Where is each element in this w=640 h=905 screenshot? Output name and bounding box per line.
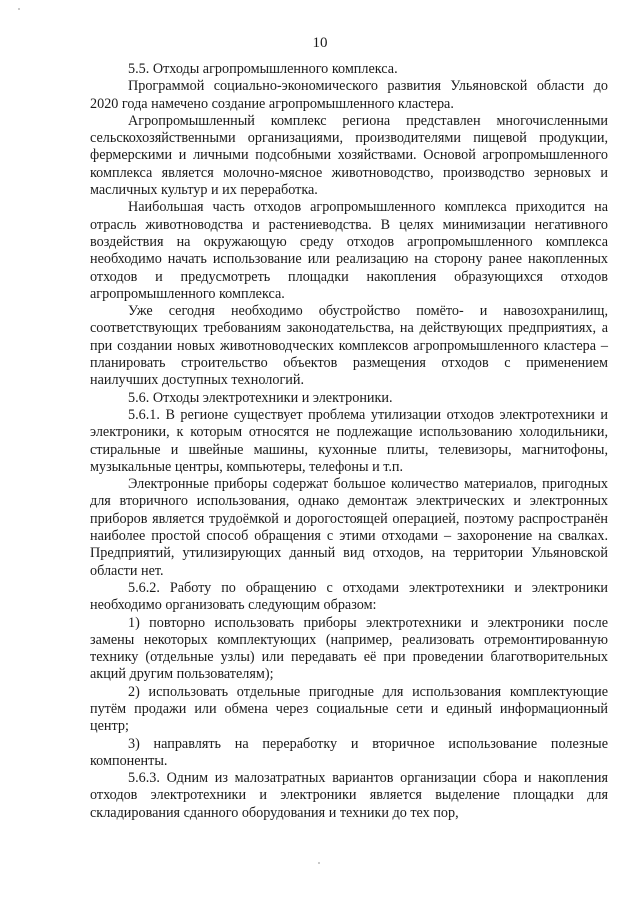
- page-number: 10: [312, 35, 328, 51]
- list-item: 3) направлять на переработку и вторичное использование полезные компоненты.: [90, 735, 608, 769]
- section-heading-5-5: 5.5. Отходы агропромышленного комплекса.: [128, 61, 398, 77]
- paragraph: Агропромышленный комплекс региона представлен многочисленными сельскохозяйственными организациями, производителями пищевой продукции, фермерскими и личными подсобными хозяйствами. Основой агропромышленного комплекса является молочно-мясное животноводство, производство зерновых и масличных культур и их переработка.: [90, 112, 608, 199]
- document-body: [90, 61, 608, 822]
- scan-speck: [318, 862, 320, 864]
- section-heading-5-6: 5.6. Отходы электротехники и электроники.: [128, 389, 393, 406]
- list-item: 2) использовать отдельные пригодные для использования комплектующие путём продажи или обмена через социальные сети и единый информационный центр;: [90, 683, 608, 735]
- scan-speck: [18, 8, 20, 10]
- list-item: 1) повторно использовать приборы электротехники и электроники после замены некоторых комплектующих (например, реализовать отремонтированную технику (отдельные узлы) или передавать её при проведении благотворительных акций другим пользователям);: [90, 614, 608, 683]
- paragraph: Электронные приборы содержат большое количество материалов, пригодных для вторичного использования, однако демонтаж электрических и электронных приборов является трудоёмкой и дорогостоящей операцией, поэтому распространён наиболее простой способ обращения с этими отходами – захоронение на свалках. Предприятий, утилизирующих данный вид отходов, на территории Ульяновской области нет.: [90, 476, 608, 579]
- paragraph: Наибольшая часть отходов агропромышленного комплекса приходится на отрасль животноводства и растениеводства. В целях минимизации негативного воздействия на окружающую среду отходов агропромышленного комплекса необходимо начать использование или реализацию на сторону ранее накопленных отходов и предусмотреть площадки накопления образующихся отходов агропромышленного комплекса.: [90, 199, 608, 302]
- paragraph: 5.6.1. В регионе существует проблема утилизации отходов электротехники и электроники, к которым относятся не подлежащие использованию холодильники, стиральные и швейные машины, кухонные плиты, телевизоры, магнитофоны, музыкальные центры, компьютеры, телефоны и т.п.: [90, 406, 608, 475]
- paragraph: Уже сегодня необходимо обустройство помёто- и навозохранилищ, соответствующих требованиям законодательства, на действующих предприятиях, а при создании новых животноводческих комплексов агропромышленного кластера – планировать строительство объектов размещения отходов с применением наилучших доступных технологий.: [90, 303, 608, 389]
- paragraph: 5.6.2. Работу по обращению с отходами электротехники и электроники необходимо организовать следующим образом:: [90, 579, 608, 614]
- paragraph: 5.6.3. Одним из малозатратных вариантов организации сбора и накопления отходов электротехники и электроники является выделение площадки для складирования сданного оборудования и техники до тех пор,: [90, 770, 608, 821]
- paragraph: Программой социально-экономического развития Ульяновской области до 2020 года намечено создание агропромышленного кластера.: [90, 78, 608, 112]
